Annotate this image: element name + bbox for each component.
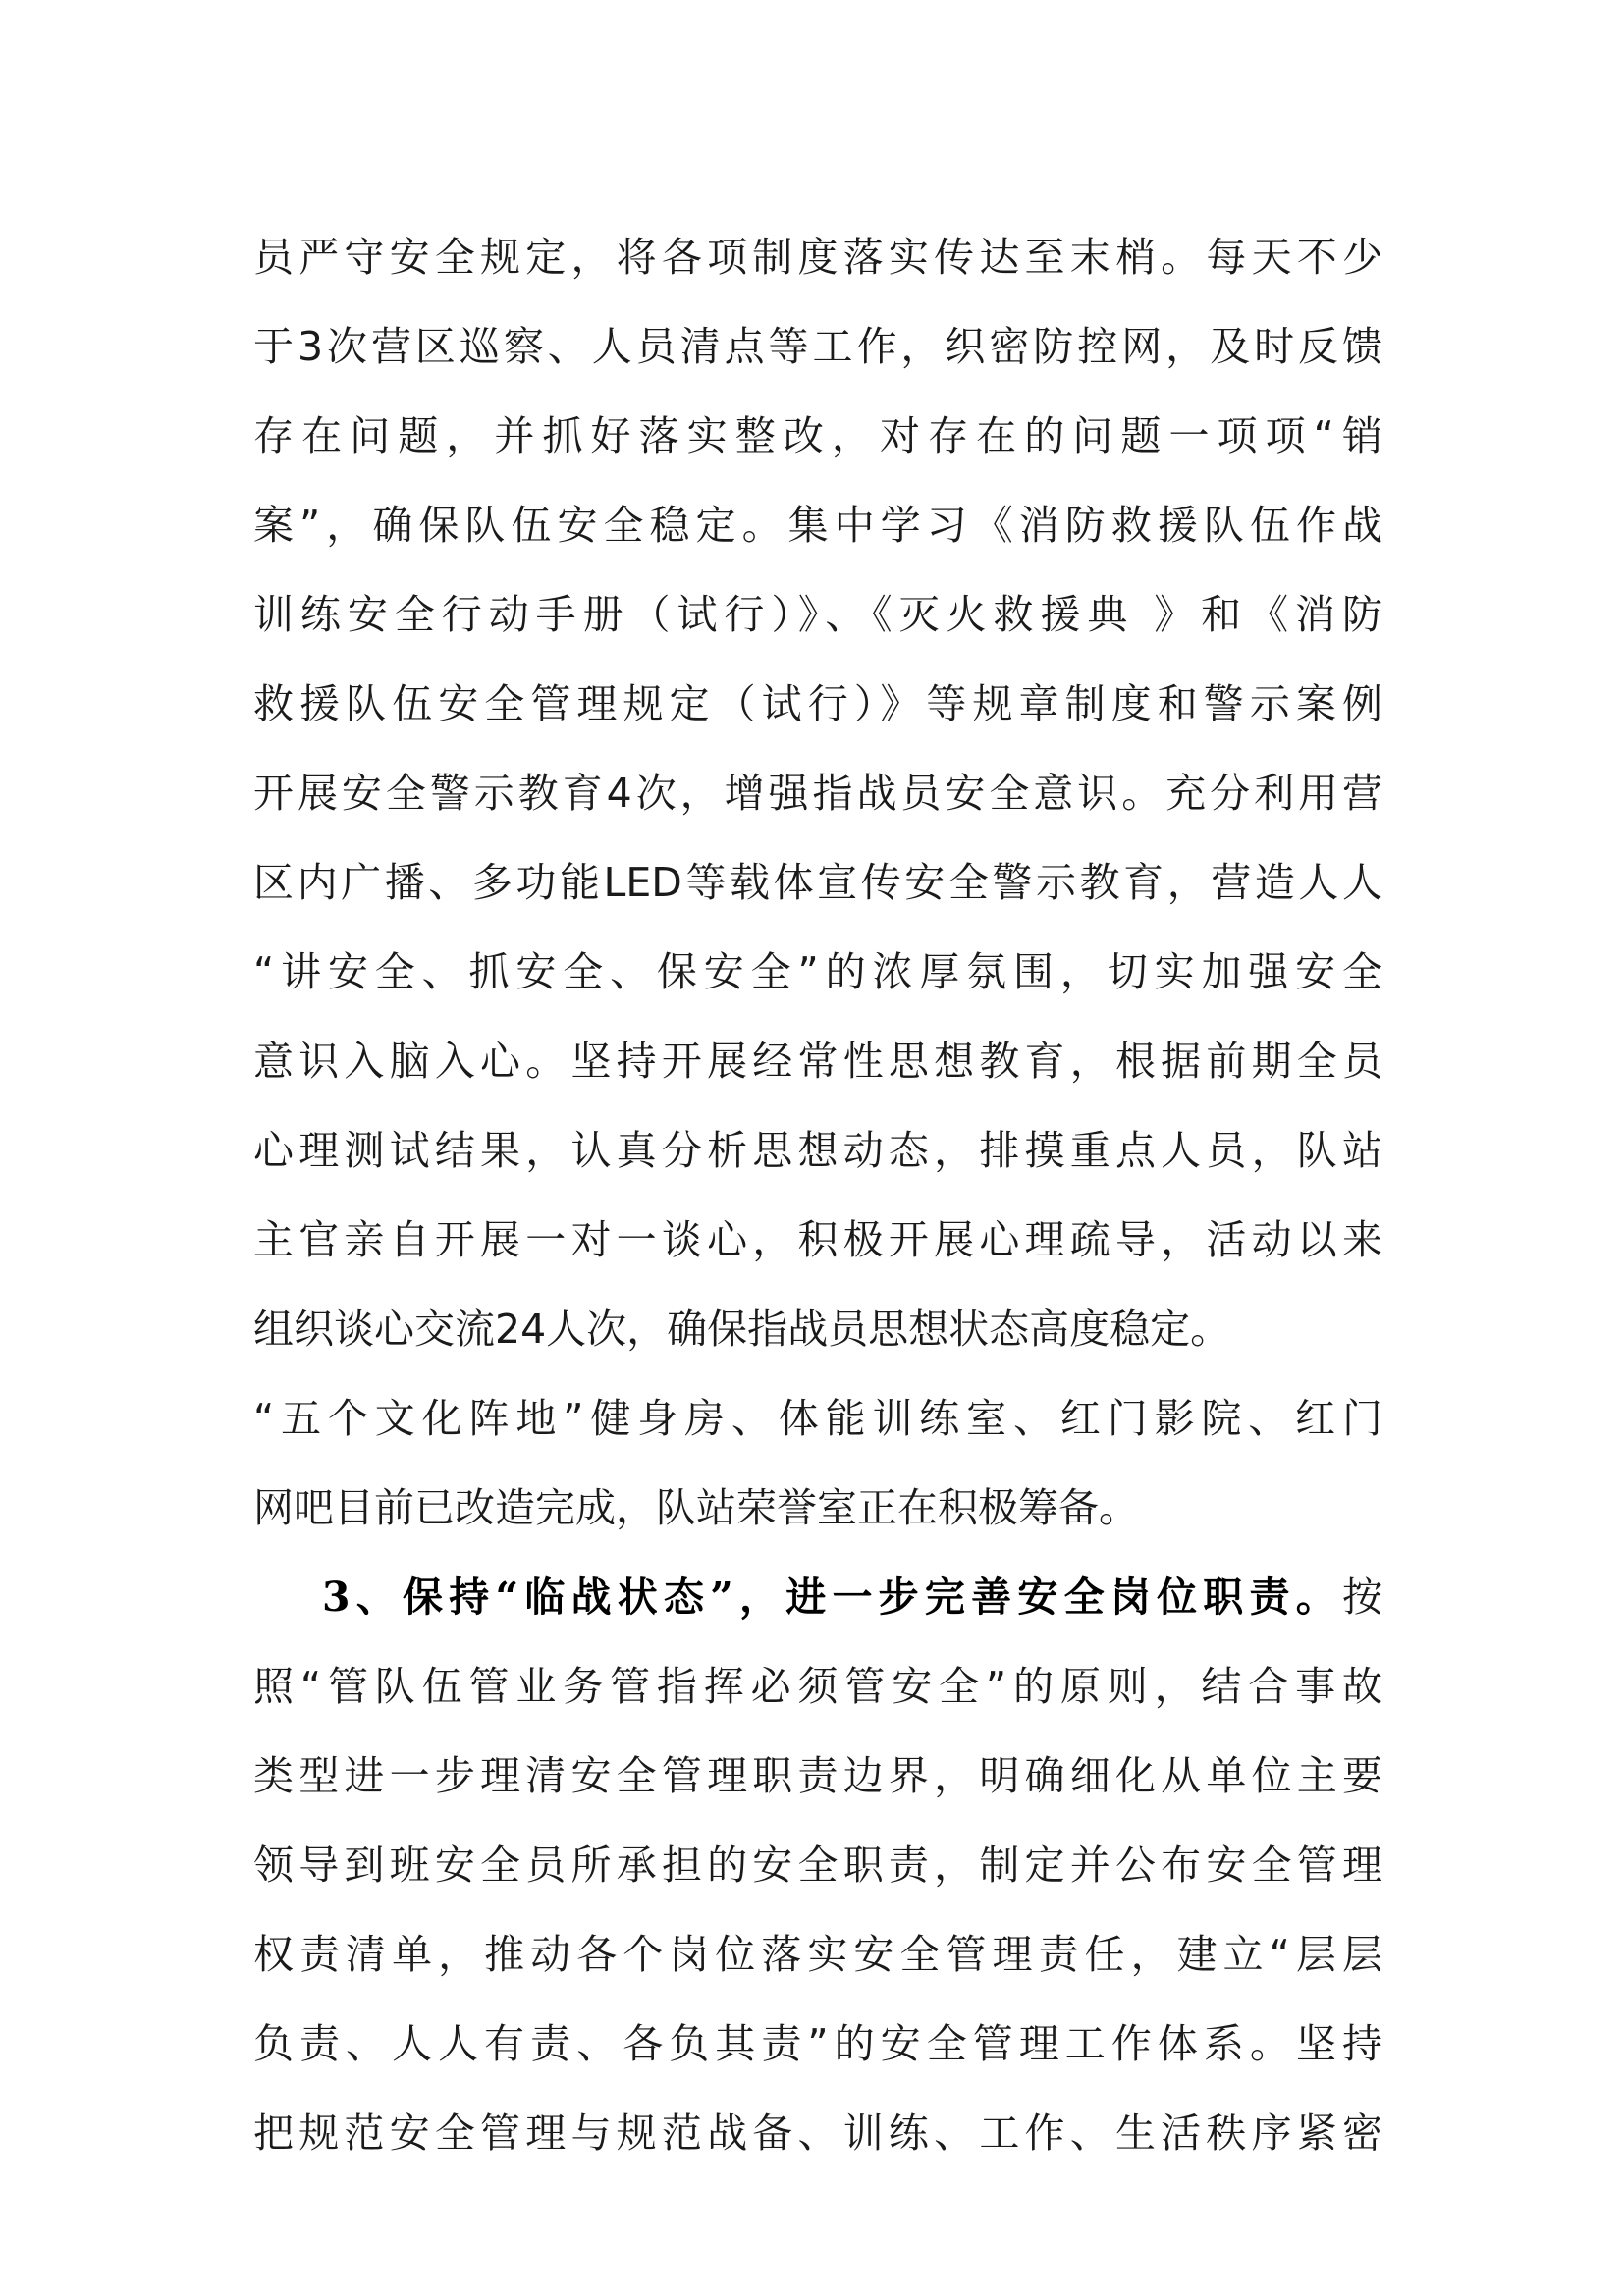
body-line: 类型进一步理清安全管理职责边界，明确细化从单位主要 xyxy=(253,1752,1382,1799)
body-line: 照“管队伍管业务管指挥必须管安全”的原则，结合事故 xyxy=(253,1663,1382,1710)
body-line: “五个文化阵地”健身房、体能训练室、红门影院、红门 xyxy=(253,1395,1382,1442)
body-line: 案”，确保队伍安全稳定。集中学习《消防救援队伍作战 xyxy=(253,502,1382,549)
body-line: “讲安全、抓安全、保安全”的浓厚氛围，切实加强安全 xyxy=(253,948,1382,995)
body-line: 员严守安全规定，将各项制度落实传达至末梢。每天不少 xyxy=(253,234,1382,281)
body-line: 把规范安全管理与规范战备、训练、工作、生活秩序紧密 xyxy=(253,2109,1382,2157)
body-line: 主官亲自开展一对一谈心，积极开展心理疏导，活动以来 xyxy=(253,1216,1382,1263)
body-line: 存在问题，并抓好落实整改，对存在的问题一项项“销 xyxy=(253,412,1382,459)
section-3-heading: 3、保持“临战状态”，进一步完善安全岗位职责。 xyxy=(322,1574,1342,1621)
body-line: 权责清单，推动各个岗位落实安全管理责任，建立“层层 xyxy=(253,1931,1382,1978)
body-line: 组织谈心交流24人次，确保指战员思想状态高度稳定。 xyxy=(253,1306,1231,1353)
body-line: 于3次营区巡察、人员清点等工作，织密防控网，及时反馈 xyxy=(253,323,1382,370)
body-line: 开展安全警示教育4次，增强指战员安全意识。充分利用营 xyxy=(253,770,1382,817)
body-line: 负责、人人有责、各负其责”的安全管理工作体系。坚持 xyxy=(253,2020,1382,2067)
paragraph-end-line: 网吧目前已改造完成，队站荣誉室正在积极筹备。 xyxy=(253,1484,1139,1531)
body-line: 心理测试结果，认真分析思想动态，排摸重点人员，队站 xyxy=(253,1127,1382,1174)
section-3-first-line xyxy=(322,1565,1382,1629)
body-line: 训练安全行动手册（试行）》、《灭火救援典 》和《消防 xyxy=(253,591,1382,638)
section-3-heading-tail: 按 xyxy=(1342,1574,1382,1621)
body-line: 救援队伍安全管理规定（试行）》等规章制度和警示案例 xyxy=(253,680,1382,727)
body-line: 意识入脑入心。坚持开展经常性思想教育，根据前期全员 xyxy=(253,1038,1382,1085)
body-line: 领导到班安全员所承担的安全职责，制定并公布安全管理 xyxy=(253,1842,1382,1889)
body-line: 区内广播、多功能LED等载体宣传安全警示教育，营造人人 xyxy=(253,859,1382,906)
